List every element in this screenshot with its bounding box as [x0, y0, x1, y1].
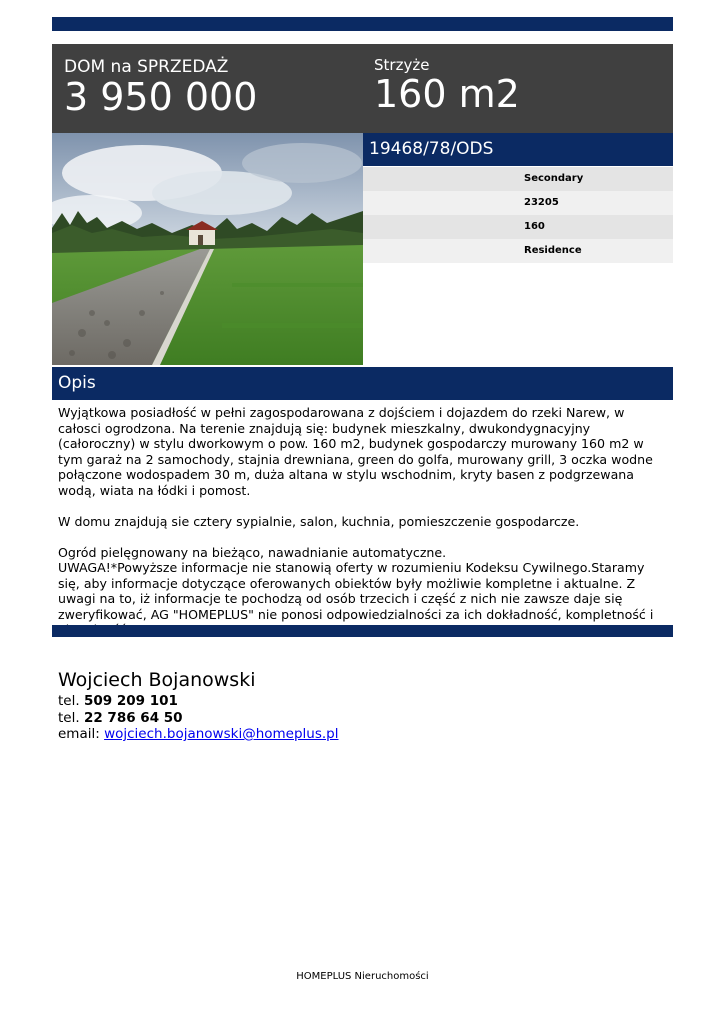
param-value: 23205: [524, 197, 559, 208]
param-value: Residence: [524, 245, 582, 256]
reference-number-bar: [363, 133, 673, 166]
agent-name: Wojciech Bojanowski: [58, 669, 256, 691]
agent-email-line: [58, 726, 668, 743]
listing-type: DOM na SPRZEDAŻ: [64, 57, 229, 77]
agent-phone-landline: 22 786 64 50: [83, 709, 183, 726]
property-photo: [52, 133, 363, 365]
description-section-header: [52, 367, 673, 400]
listing-price: 3 950 000: [64, 75, 258, 119]
listing-area: 160 m2: [374, 72, 520, 116]
listing-header: [52, 44, 673, 133]
top-accent-bar: [52, 17, 673, 31]
agent-phone-mobile: 509 209 101: [83, 693, 178, 709]
param-row: [363, 191, 673, 215]
agent-contact: [58, 667, 668, 743]
tel-label: tel.: [58, 709, 84, 726]
param-row: [363, 239, 673, 263]
tel-label: tel.: [58, 693, 84, 709]
reference-number: 19468/78/ODS: [369, 139, 494, 159]
listing-city: Strzyże: [374, 56, 430, 74]
param-value: Secondary: [524, 173, 584, 184]
bottom-accent-bar: [52, 625, 673, 637]
email-label: email:: [58, 726, 105, 742]
disclaimer-paragraph: UWAGA!*Powyższe informacje nie stanowią oferty w rozumieniu Kodeksu Cywilnego.Staramy się, aby informacje dotyczące oferowanych obiektów były możliwie kompletne i aktualne. Z uwagi na to, iż informacje te pochodzą od osób trzecich i część z nich nie zawsze daje się zweryfikować, AG "HOMEPLUS" nie ponosi odpowiedzialności za ich dokładność, kompletność i: [58, 560, 654, 622]
param-row: [363, 215, 673, 239]
agent-phone-line: [58, 693, 668, 710]
description-paragraph: Wyjątkowa posiadłość w pełni zagospodarowana z dojściem i dojazdem do rzeki Narew, w całosci ogrodzona. Na terenie znajdują się: budynek mieszkalny, dwukondygnacyjny (całoroczny) w stylu dworkowym o pow. 160 m2, budynek gospodarczy murowany 160 m2 w tym garaż na 2 samochody, stajnia drewniana, green do golfa, murowany grill, 3 oczka wodne połączone wodospadem 30 m, duża altana w stylu wschodnim, kryty basen z podgrzewana wodą, wiata na łódki i pomost.: [58, 405, 653, 498]
description-paragraph: Ogród pielęgnowany na bieżąco, nawadnianie automatyczne.: [58, 544, 447, 560]
description-paragraph: W domu znajdują sie cztery sypialnie, salon, kuchnia, pomieszczenie gospodarcze.: [58, 513, 580, 529]
footer-text: HOMEPLUS Nieruchomości: [296, 971, 429, 982]
param-value: 160: [524, 221, 545, 232]
params-table: [363, 167, 673, 263]
agent-phone-line: [58, 710, 668, 727]
agent-email-link[interactable]: wojciech.bojanowski@homeplus.pl: [104, 726, 339, 742]
section-title: Opis: [58, 373, 96, 393]
description-text: [58, 405, 668, 638]
param-row: [363, 167, 673, 191]
